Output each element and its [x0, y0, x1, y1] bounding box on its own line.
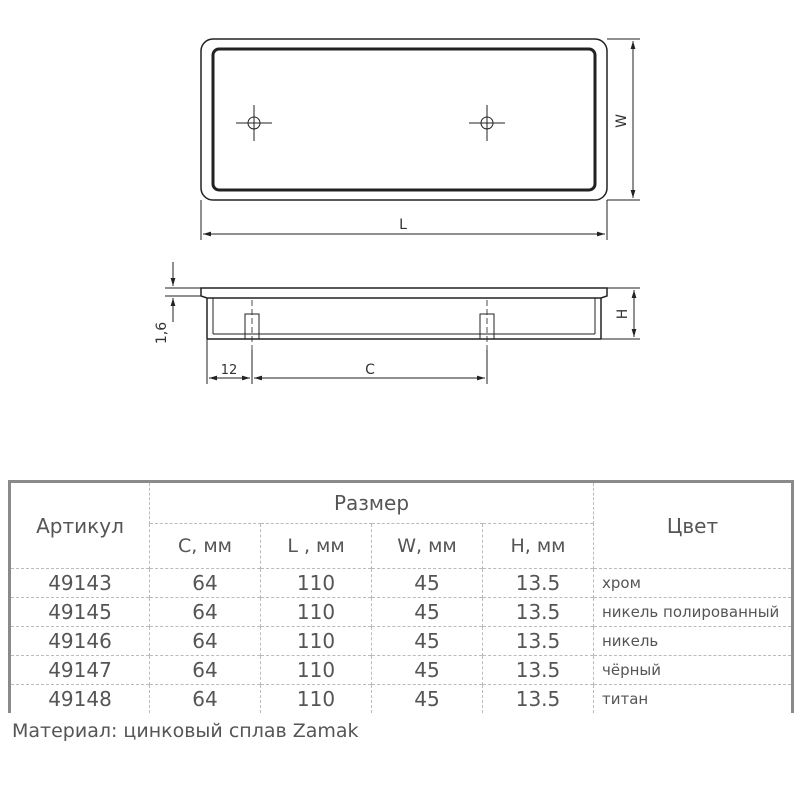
header-color: Цвет	[594, 482, 793, 569]
label-thickness: 1,6	[154, 321, 170, 345]
cell-l: 110	[261, 569, 372, 598]
side-view	[201, 288, 607, 350]
cell-article: 49146	[10, 627, 150, 656]
cell-l: 110	[261, 656, 372, 685]
cell-c: 64	[150, 627, 261, 656]
cell-h: 13.5	[483, 627, 594, 656]
label-w: W	[614, 114, 630, 128]
cell-article: 49148	[10, 685, 150, 714]
table-row	[10, 627, 793, 656]
label-h: H	[615, 308, 631, 320]
cell-c: 64	[150, 685, 261, 714]
cell-c: 64	[150, 598, 261, 627]
header-c: C, мм	[150, 524, 261, 569]
header-article: Артикул	[36, 513, 124, 538]
cell-color: титан	[594, 685, 793, 714]
cell-w: 45	[372, 569, 483, 598]
header-l: L , мм	[261, 524, 372, 569]
mounting-hole-right	[469, 105, 505, 141]
cell-article: 49147	[10, 656, 150, 685]
cell-w: 45	[372, 598, 483, 627]
cell-l: 110	[261, 627, 372, 656]
cell-w: 45	[372, 685, 483, 714]
label-l: L	[399, 217, 407, 233]
cell-h: 13.5	[483, 685, 594, 714]
label-offset: 12	[220, 363, 238, 378]
table-row	[10, 656, 793, 685]
cell-h: 13.5	[483, 598, 594, 627]
table-row	[10, 569, 793, 598]
header-size-group: Размер	[150, 482, 594, 524]
cell-w: 45	[372, 656, 483, 685]
dimension-thickness	[165, 262, 201, 322]
cell-article: 49143	[10, 569, 150, 598]
cell-h: 13.5	[483, 656, 594, 685]
cell-color: никель полированный	[594, 598, 793, 627]
spec-table	[8, 480, 794, 713]
cell-l: 110	[261, 598, 372, 627]
cell-article: 49145	[10, 598, 150, 627]
header-w: W, мм	[372, 524, 483, 569]
mounting-hole-left	[236, 105, 272, 141]
cell-color: чёрный	[594, 656, 793, 685]
material-note: Материал: цинковый сплав Zamak	[12, 720, 359, 742]
cell-c: 64	[150, 569, 261, 598]
top-view	[201, 39, 607, 200]
cell-w: 45	[372, 627, 483, 656]
header-h: H, мм	[483, 524, 594, 569]
cell-l: 110	[261, 685, 372, 714]
label-c: C	[365, 362, 375, 378]
cell-color: хром	[594, 569, 793, 598]
table-row	[10, 685, 793, 714]
cell-color: никель	[594, 627, 793, 656]
cell-h: 13.5	[483, 569, 594, 598]
cell-c: 64	[150, 656, 261, 685]
table-row	[10, 598, 793, 627]
